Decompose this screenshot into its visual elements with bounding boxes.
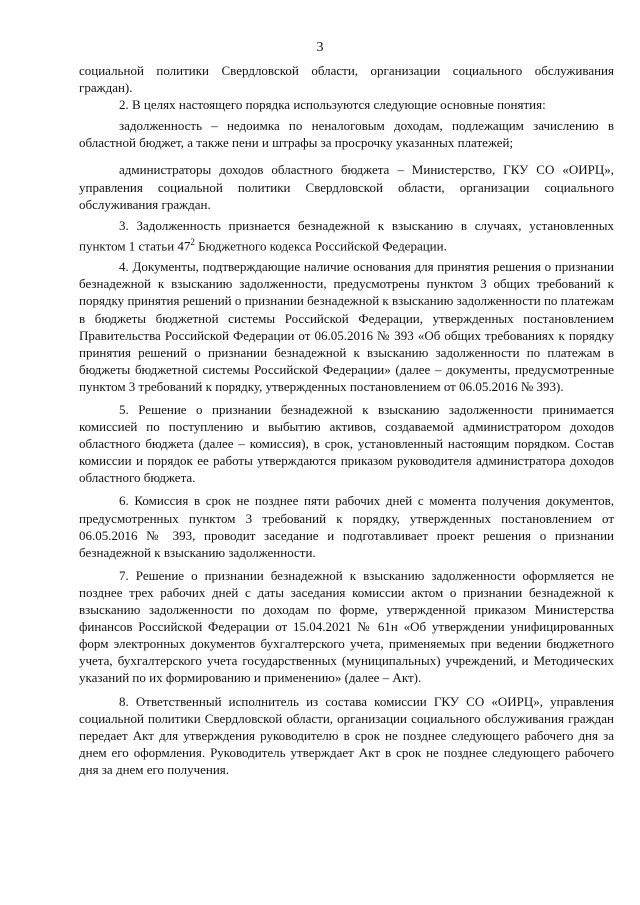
paragraph-6: 6. Комиссия в срок не позднее пяти рабочих дней с момента получения документов, предусмотренных пунктом 3 требований к порядку, утвержденных постановлением от 06.05.2016 № 393, проводит заседание и подготавливает проект решения о признании безнадежной к взысканию задолженности. <box>79 493 614 560</box>
paragraph-3-text-end: Бюджетного кодекса Российской Федерации. <box>194 238 447 254</box>
paragraph-7: 7. Решение о признании безнадежной к взысканию задолженности оформляется не позднее трех рабочих дней с даты заседания комиссии актом о признании безнадежной к взысканию задолженности по доходам по форме, утвержденной приказом Министерства финансов Российской Федерации от 15.04.2021 № 61н «Об утверждении унифицированных форм электронных документов бухгалтерского учета, применяемых при ведении бюджетного учета, бухгалтерского учета государственных (муниципальных) учреждений, и Методических указаний по их формированию и применению» (далее – Акт). <box>79 567 614 686</box>
paragraph-5: 5. Решение о признании безнадежной к взысканию задолженности принимается комиссией по поступлению и выбытию активов, создаваемой администратором доходов областного бюджета (далее – комиссия), в срок, установленный настоящим порядком. Состав комиссии и порядок ее работы утверждаются приказом руководителя администратора доходов областного бюджета. <box>79 402 614 486</box>
paragraph-3 <box>79 217 614 255</box>
document-body <box>79 62 614 778</box>
page-number: 3 <box>316 40 324 55</box>
paragraph-2: 2. В целях настоящего порядка используются следующие основные понятия: <box>119 97 546 113</box>
paragraph-definition-debt: задолженность – недоимка по неналоговым доходам, подлежащим зачислению в областной бюджет, а также пени и штрафы за просрочку указанных платежей; <box>79 118 614 151</box>
paragraph-definition-administrators: администраторы доходов областного бюджета – Министерство, ГКУ СО «ОИРЦ», управления социальной политики Свердловской области, организации социального обслуживания граждан. <box>79 162 614 212</box>
paragraph-continuation: социальной политики Свердловской области, организации социального обслуживания граждан). <box>79 63 614 96</box>
paragraph-3-text: 3. Задолженность признается безнадежной к взысканию в случаях, установленных пунктом 1 статьи 47 <box>79 217 614 254</box>
paragraph-4: 4. Документы, подтверждающие наличие основания для принятия решения о признании безнадежной к взысканию задолженности, предусмотрены пунктом 3 общих требований к порядку принятия решений о признании безнадежной к взысканию задолженности по платежам в бюджеты бюджетной системы Российской Федерации, утвержденных постановлением Правительства Российской Федерации от 06.05.2016 № 393 «Об общих требованиях к порядку принятия решений о признании безнадежной к взысканию задолженности по платежам в бюджеты бюджетной системы Российской Федерации» (далее – документы, предусмотренные пунктом 3 требований к порядку, утвержденных постановлением от 06.05.2016 № 393). <box>79 259 614 394</box>
paragraph-3-superscript: 2 <box>190 236 195 247</box>
paragraph-8: 8. Ответственный исполнитель из состава комиссии ГКУ СО «ОИРЦ», управления социальной политики Свердловской области, организации социального обслуживания граждан передает Акт для утверждения руководителю в срок не позднее следующего рабочего дня за днем его оформления. Руководитель утверждает Акт в срок не позднее следующего рабочего дня за днем его получения. <box>79 693 614 777</box>
